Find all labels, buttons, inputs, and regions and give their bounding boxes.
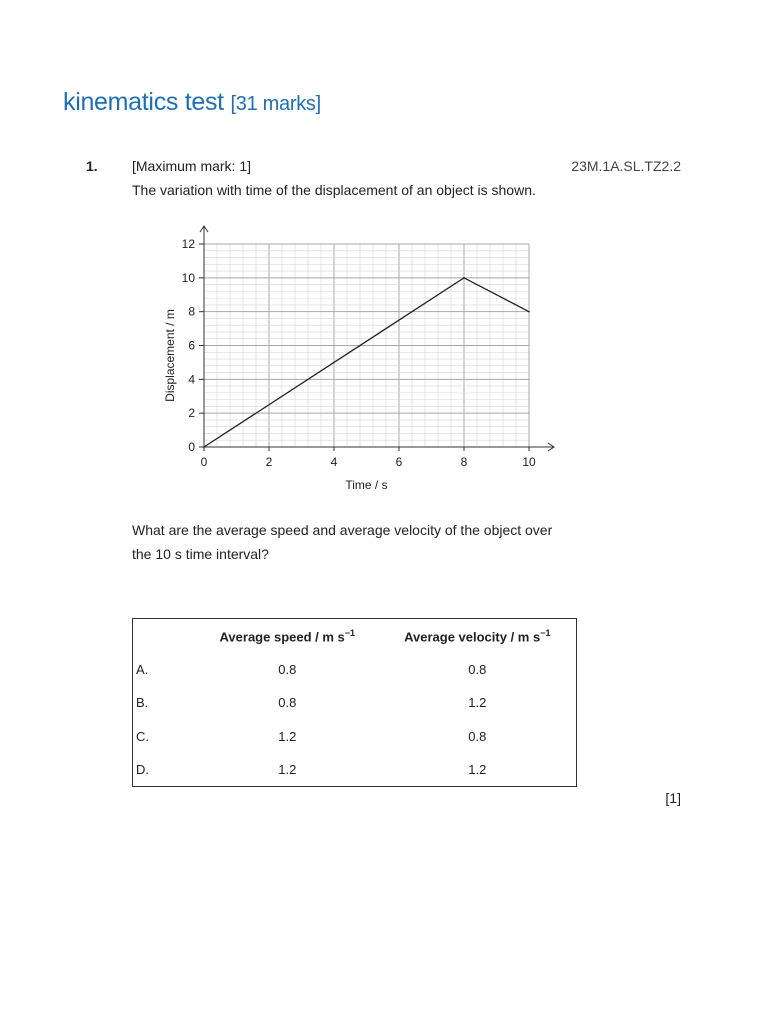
option-velocity: 1.2 xyxy=(468,695,487,711)
y-tick-label: 0 xyxy=(188,440,195,454)
option-label: B. xyxy=(136,695,149,711)
data-point xyxy=(463,277,465,279)
series-line xyxy=(204,278,529,447)
x-axis-label: Time / s xyxy=(345,478,388,492)
option-speed: 0.8 xyxy=(278,662,297,678)
data-point xyxy=(528,311,530,313)
x-tick-label: 10 xyxy=(522,455,536,469)
header-speed-exponent: −1 xyxy=(344,627,356,638)
header-velocity-exponent: −1 xyxy=(540,627,551,638)
option-speed: 0.8 xyxy=(278,695,297,711)
answer-row-c[interactable] xyxy=(133,719,577,752)
y-axis-label: Displacement / m xyxy=(163,309,177,402)
x-tick-label: 4 xyxy=(330,455,338,469)
answer-row-b[interactable] xyxy=(133,686,577,719)
title-marks: [31 marks] xyxy=(230,93,321,115)
y-tick-label: 12 xyxy=(181,237,195,251)
option-velocity: 0.8 xyxy=(468,662,487,678)
header-blank xyxy=(133,619,197,654)
header-speed-text: Average speed / m s xyxy=(219,629,345,645)
x-tick-label: 8 xyxy=(460,455,468,469)
y-tick-label: 8 xyxy=(188,304,195,319)
question-max-mark: [Maximum mark: 1] xyxy=(132,158,252,174)
question-mark: [1] xyxy=(665,790,681,806)
answer-row-d[interactable] xyxy=(133,753,577,787)
question-number: 1. xyxy=(86,158,98,174)
option-label: A. xyxy=(136,662,149,678)
question-prompt-line2: the 10 s time interval? xyxy=(132,546,269,562)
page-title xyxy=(63,88,321,117)
x-tick-label: 6 xyxy=(395,455,403,469)
displacement-time-graph xyxy=(150,222,570,500)
title-text: kinematics test xyxy=(63,88,224,116)
y-tick-label: 6 xyxy=(188,338,195,353)
option-speed: 1.2 xyxy=(278,761,297,777)
option-label: C. xyxy=(136,728,149,744)
header-velocity xyxy=(379,619,577,654)
y-tick-label: 2 xyxy=(188,406,195,421)
question-intro: The variation with time of the displacement of an object is shown. xyxy=(132,182,536,198)
x-tick-label: 2 xyxy=(265,455,273,469)
option-velocity: 0.8 xyxy=(468,728,487,744)
header-velocity-text: Average velocity / m s xyxy=(404,629,541,645)
answer-row-a[interactable] xyxy=(133,653,577,686)
x-tick-label: 0 xyxy=(200,455,208,469)
question-prompt-line1: What are the average speed and average velocity of the object over xyxy=(132,522,553,538)
option-label: D. xyxy=(136,761,149,777)
y-tick-label: 10 xyxy=(181,270,195,285)
option-velocity: 1.2 xyxy=(468,761,487,777)
y-tick-label: 4 xyxy=(188,372,195,387)
answer-table-header xyxy=(133,619,577,654)
header-speed xyxy=(196,619,379,654)
data-point xyxy=(203,446,205,448)
question-code: 23M.1A.SL.TZ2.2 xyxy=(571,158,681,174)
option-speed: 1.2 xyxy=(278,728,297,744)
answer-table xyxy=(132,618,577,787)
question-prompt xyxy=(132,518,572,566)
